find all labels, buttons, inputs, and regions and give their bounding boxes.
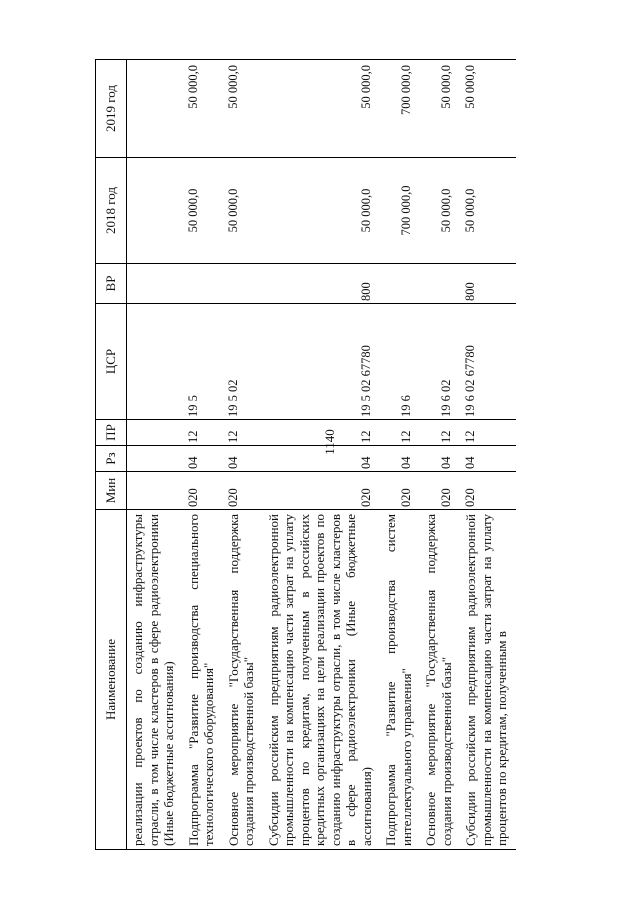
row-name: Субсидии российским предприятиям радиоэлектронной промышленности на компенсацию части затрат на уплату процентов по кредитам, полученным в российских кредитных организациях на цели реализации проектов по созданию инфраструктуры отрасли, в том числе кластеров в сфере радиоэлектроники (Иные бюджетные ассигнования): [263, 510, 381, 850]
header-vr: ВР: [96, 264, 127, 304]
row-2018: 50 000,0: [183, 158, 223, 264]
row-min: 020: [460, 472, 516, 510]
row-min: [127, 472, 183, 510]
header-2018: 2018 год: [96, 158, 127, 264]
row-pr: 12: [183, 420, 223, 446]
row-2018: 50 000,0: [223, 158, 263, 264]
row-vr: [127, 264, 183, 304]
budget-table-rotated: [95, 60, 595, 850]
header-row: [96, 60, 127, 850]
row-rz: 04: [380, 446, 420, 472]
table-row: [183, 60, 223, 850]
row-2019: 50 000,0: [460, 60, 516, 158]
row-csr: 19 5 02 67780: [263, 304, 381, 420]
row-name: Основное мероприятие "Государственная поддержка создания производственной базы": [420, 510, 460, 850]
table-row: [223, 60, 263, 850]
row-vr: 800: [460, 264, 516, 304]
table-row: [380, 60, 420, 850]
row-min: 020: [420, 472, 460, 510]
header-pr: ПР: [96, 420, 127, 446]
row-pr: 12: [380, 420, 420, 446]
row-min: 020: [223, 472, 263, 510]
row-rz: 04: [223, 446, 263, 472]
row-csr: 19 5: [183, 304, 223, 420]
row-rz: 04: [263, 446, 381, 472]
row-2019: 50 000,0: [263, 60, 381, 158]
header-rz: Рз: [96, 446, 127, 472]
page-number: 1140: [322, 429, 337, 455]
row-min: 020: [263, 472, 381, 510]
budget-table: [95, 59, 516, 850]
row-name: Подпрограмма "Развитие производства систем интеллектуального управления": [380, 510, 420, 850]
row-name: Основное мероприятие "Государственная поддержка создания производственной базы": [223, 510, 263, 850]
row-pr: 12: [263, 420, 381, 446]
row-2018: 50 000,0: [263, 158, 381, 264]
row-vr: [223, 264, 263, 304]
row-pr: 12: [460, 420, 516, 446]
row-2019: 50 000,0: [420, 60, 460, 158]
row-2019: 50 000,0: [183, 60, 223, 158]
row-rz: [127, 446, 183, 472]
row-name: реализации проектов по созданию инфраструктуры отрасли, в том числе кластеров в сфере радиоэлектроники (Иные бюджетные ассигнования): [127, 510, 183, 850]
row-vr: [420, 264, 460, 304]
row-min: 020: [183, 472, 223, 510]
row-rz: 04: [183, 446, 223, 472]
row-rz: 04: [420, 446, 460, 472]
row-csr: 19 5 02: [223, 304, 263, 420]
row-2019: 700 000,0: [380, 60, 420, 158]
row-vr: [380, 264, 420, 304]
table-row: [263, 60, 381, 850]
table-row: [127, 60, 183, 850]
row-csr: 19 6 02: [420, 304, 460, 420]
row-2019: [127, 60, 183, 158]
row-csr: 19 6 02 67780: [460, 304, 516, 420]
row-rz: 04: [460, 446, 516, 472]
row-name: Подпрограмма "Развитие производства специального технологического оборудования": [183, 510, 223, 850]
table-row: [460, 60, 516, 850]
row-2018: [127, 158, 183, 264]
header-2019: 2019 год: [96, 60, 127, 158]
row-pr: 12: [420, 420, 460, 446]
row-min: 020: [380, 472, 420, 510]
header-csr: ЦСР: [96, 304, 127, 420]
header-name: Наименование: [96, 510, 127, 850]
table-row: [420, 60, 460, 850]
row-vr: 800: [263, 264, 381, 304]
row-csr: 19 6: [380, 304, 420, 420]
row-2019: 50 000,0: [223, 60, 263, 158]
row-vr: [183, 264, 223, 304]
row-pr: [127, 420, 183, 446]
row-2018: 700 000,0: [380, 158, 420, 264]
row-pr: 12: [223, 420, 263, 446]
row-csr: [127, 304, 183, 420]
row-name: Субсидии российским предприятиям радиоэлектронной промышленности на компенсацию части затрат на уплату процентов по кредитам, полученным в: [460, 510, 516, 850]
row-2018: 50 000,0: [460, 158, 516, 264]
row-2018: 50 000,0: [420, 158, 460, 264]
header-min: Мин: [96, 472, 127, 510]
